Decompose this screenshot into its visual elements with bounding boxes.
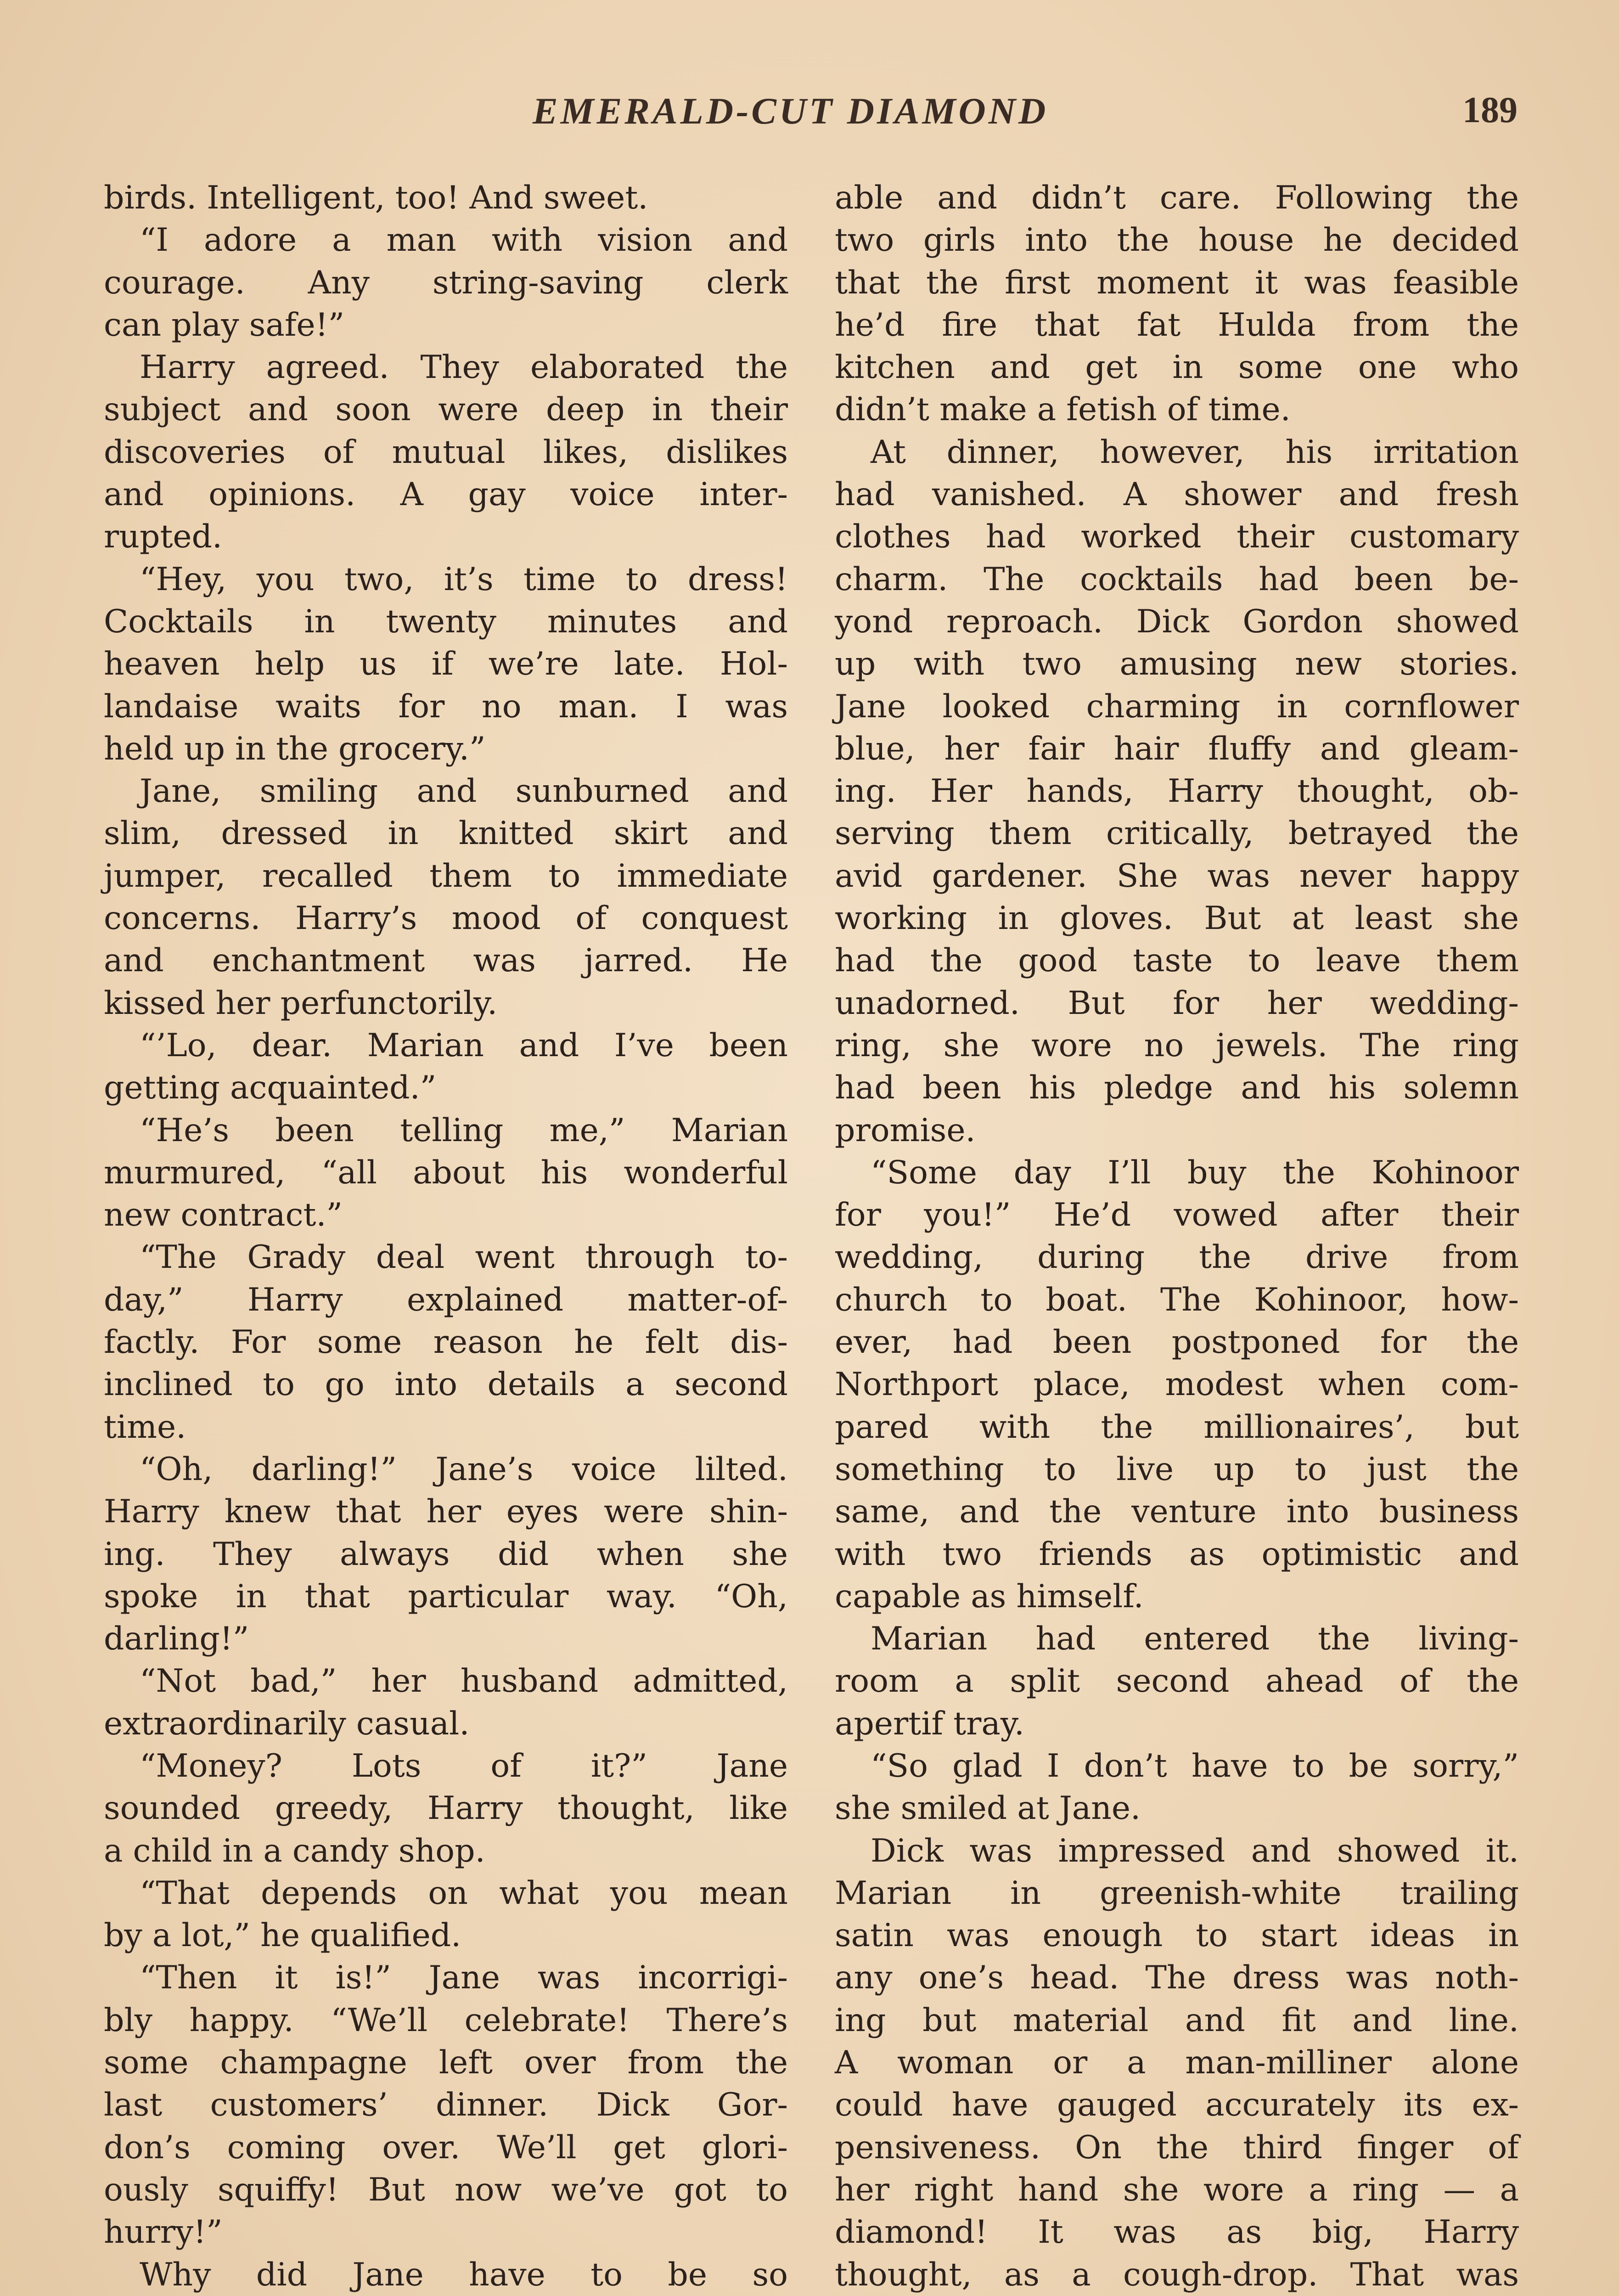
text-line: hurry!”	[104, 2213, 223, 2251]
text-line: something to live up to just the	[835, 1450, 1519, 1488]
text-line: church to boat. The Kohinoor, how-	[835, 1281, 1519, 1318]
text-line: diamond! It was as big, Harry	[835, 2213, 1519, 2251]
text-line: ing. They always did when she	[104, 1535, 788, 1573]
text-line: had the good taste to leave them	[835, 942, 1519, 979]
text-line: unadorned. But for her wedding-	[835, 984, 1519, 1022]
text-line: sounded greedy, Harry thought, like	[104, 1790, 788, 1827]
text-line: “Some day I’ll buy the Kohinoor	[871, 1154, 1519, 1191]
text-line: Marian had entered the living-	[871, 1620, 1519, 1658]
text-line: “I adore a man with vision and	[140, 221, 788, 259]
text-line: Northport place, modest when com-	[835, 1366, 1519, 1403]
text-line: murmured, “all about his wonderful	[104, 1154, 788, 1191]
text-line: inclined to go into details a second	[104, 1366, 788, 1403]
text-line: had vanished. A shower and fresh	[835, 476, 1519, 513]
text-line: he’d fire that fat Hulda from the	[835, 306, 1519, 343]
text-line: Harry knew that her eyes were shin-	[104, 1493, 788, 1531]
text-line: Jane, smiling and sunburned and	[140, 772, 788, 810]
text-line: time.	[104, 1408, 186, 1446]
text-line: day,” Harry explained matter-of-	[104, 1281, 788, 1318]
text-line: factly. For some reason he felt dis-	[104, 1323, 788, 1361]
text-line: apertif tray.	[835, 1705, 1024, 1742]
text-line: her right hand she wore a ring — a	[835, 2171, 1519, 2208]
text-line: avid gardener. She was never happy	[835, 857, 1519, 895]
text-line: Cocktails in twenty minutes and	[104, 602, 788, 640]
text-line: “’Lo, dear. Marian and I’ve been	[140, 1026, 788, 1064]
text-line: kissed her perfunctorily.	[104, 984, 498, 1022]
text-line: wedding, during the drive from	[835, 1238, 1519, 1276]
text-line: new contract.”	[104, 1196, 343, 1234]
text-line: “Then it is!” Jane was incorrigi-	[140, 1959, 788, 1997]
text-line: satin was enough to start ideas in	[835, 1917, 1519, 1954]
text-line: and enchantment was jarred. He	[104, 942, 788, 979]
text-line: “So glad I don’t have to be sorry,”	[871, 1747, 1519, 1784]
text-line: “Hey, you two, it’s time to dress!	[140, 560, 788, 598]
text-line: landaise waits for no man. I was	[104, 687, 788, 725]
text-line: rupted.	[104, 518, 223, 556]
text-line: for you!” He’d vowed after their	[835, 1196, 1519, 1234]
text-line: last customers’ dinner. Dick Gor-	[104, 2086, 788, 2124]
text-line: Dick was impressed and showed it.	[871, 1832, 1519, 1869]
text-line: thought, as a cough-drop. That was	[835, 2256, 1519, 2293]
text-line: a child in a candy shop.	[104, 1832, 485, 1869]
text-line: pared with the millionaires’, but	[835, 1408, 1519, 1446]
text-line: concerns. Harry’s mood of conquest	[104, 900, 788, 937]
text-column-right	[835, 177, 1519, 2296]
text-line: room a split second ahead of the	[835, 1662, 1519, 1700]
text-line: ing but material and fit and line.	[835, 2001, 1519, 2039]
text-line: same, and the venture into business	[835, 1493, 1519, 1531]
text-line: courage. Any string-saving clerk	[104, 264, 788, 301]
text-line: darling!”	[104, 1620, 249, 1658]
page-number: 189	[1462, 90, 1518, 130]
text-line: “Oh, darling!” Jane’s voice lilted.	[140, 1450, 788, 1488]
text-line: “He’s been telling me,” Marian	[140, 1111, 788, 1149]
text-line: and opinions. A gay voice inter-	[104, 476, 788, 513]
text-line: Marian in greenish-white trailing	[835, 1874, 1519, 1912]
text-line: serving them critically, betrayed the	[835, 815, 1519, 852]
text-line: don’s coming over. We’ll get glori-	[104, 2128, 788, 2166]
text-line: “Money? Lots of it?” Jane	[140, 1747, 788, 1784]
text-line: “The Grady deal went through to-	[140, 1238, 788, 1276]
text-line: can play safe!”	[104, 306, 345, 343]
text-line: up with two amusing new stories.	[835, 645, 1519, 683]
text-line: able and didn’t care. Following the	[835, 179, 1519, 216]
text-line: capable as himself.	[835, 1577, 1144, 1615]
text-line: “That depends on what you mean	[140, 1874, 788, 1912]
text-line: heaven help us if we’re late. Hol-	[104, 645, 788, 683]
text-line: ever, had been postponed for the	[835, 1323, 1519, 1361]
text-line: pensiveness. On the third finger of	[835, 2128, 1519, 2166]
text-line: Jane looked charming in cornflower	[835, 687, 1519, 725]
text-line: ing. Her hands, Harry thought, ob-	[835, 772, 1519, 810]
running-title: EMERALD-CUT DIAMOND	[533, 90, 1049, 132]
text-line: clothes had worked their customary	[835, 518, 1519, 556]
text-line: slim, dressed in knitted skirt and	[104, 815, 788, 852]
text-line: held up in the grocery.”	[104, 730, 486, 767]
text-line: some champagne left over from the	[104, 2044, 788, 2082]
text-line: yond reproach. Dick Gordon showed	[835, 602, 1519, 640]
text-line: blue, her fair hair fluffy and gleam-	[835, 730, 1519, 767]
text-line: discoveries of mutual likes, dislikes	[104, 433, 788, 471]
text-line: extraordinarily casual.	[104, 1705, 470, 1742]
text-line: could have gauged accurately its ex-	[835, 2086, 1519, 2124]
text-line: At dinner, however, his irritation	[871, 433, 1519, 471]
text-line: two girls into the house he decided	[835, 221, 1519, 259]
text-line: bly happy. “We’ll celebrate! There’s	[104, 2001, 788, 2039]
text-line: that the first moment it was feasible	[835, 264, 1519, 301]
text-line: she smiled at Jane.	[835, 1790, 1141, 1827]
text-line: didn’t make a fetish of time.	[835, 391, 1291, 428]
text-line: A woman or a man-milliner alone	[835, 2044, 1519, 2082]
text-line: charm. The cocktails had been be-	[835, 560, 1519, 598]
text-line: with two friends as optimistic and	[835, 1535, 1519, 1573]
text-line: any one’s head. The dress was noth-	[835, 1959, 1519, 1997]
text-line: Harry agreed. They elaborated the	[140, 349, 788, 386]
text-line: Why did Jane have to be so	[140, 2256, 788, 2293]
text-column-left	[104, 177, 788, 2296]
text-line: ously squiffy! But now we’ve got to	[104, 2171, 788, 2208]
page-header	[0, 90, 1619, 140]
text-line: subject and soon were deep in their	[104, 391, 788, 428]
text-line: “Not bad,” her husband admitted,	[140, 1662, 788, 1700]
text-line: birds. Intelligent, too! And sweet.	[104, 179, 648, 216]
text-line: getting acquainted.”	[104, 1069, 437, 1107]
text-line: spoke in that particular way. “Oh,	[104, 1577, 788, 1615]
text-line: jumper, recalled them to immediate	[104, 857, 788, 895]
text-line: had been his pledge and his solemn	[835, 1069, 1519, 1107]
text-line: working in gloves. But at least she	[835, 900, 1519, 937]
text-line: promise.	[835, 1111, 976, 1149]
text-line: by a lot,” he qualified.	[104, 1917, 461, 1954]
text-line: ring, she wore no jewels. The ring	[835, 1026, 1519, 1064]
text-line: kitchen and get in some one who	[835, 349, 1519, 386]
